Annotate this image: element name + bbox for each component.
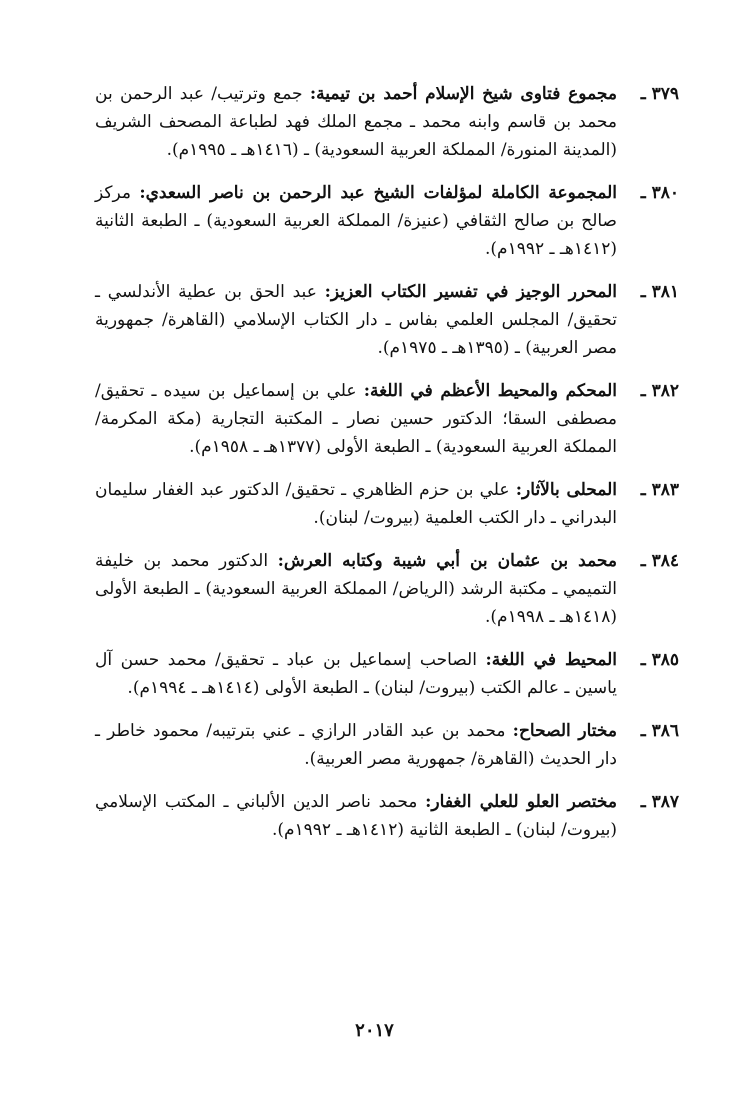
entry-body (95, 179, 617, 263)
bibliography-entry (95, 278, 679, 362)
entry-number: ٣٨٧ ـ (640, 792, 679, 812)
entry-title: مجموع فتاوى شيخ الإسلام أحمد بن تيمية: (309, 84, 618, 104)
bibliography-entry (95, 476, 679, 532)
entry-text: الصاحب إسماعيل بن عباد ـ تحقيق/ محمد حسن آل ياسين ـ عالم الكتب (بيروت/ لبنان) ـ الطبعة الأولى (١٤١٤هـ ـ ١٩٩٤م). (95, 650, 617, 698)
entry-number: ٣٨٦ ـ (640, 721, 679, 741)
entry-number: ٣٨٣ ـ (640, 480, 679, 500)
entry-body (95, 646, 617, 702)
entry-title: مختصر العلو للعلي الغفار: (425, 792, 617, 812)
entry-number: ٣٨٥ ـ (640, 650, 679, 670)
entry-body (95, 717, 617, 773)
entry-text: علي بن إسماعيل بن سيده ـ تحقيق/ مصطفى السقا؛ الدكتور حسين نصار ـ المكتبة التجارية (مكة المكرمة/ المملكة العربية السعودية) ـ الطبعة الأولى (١٣٧٧هـ ـ ١٩٥٨م). (95, 381, 617, 457)
bibliography-list (95, 80, 679, 844)
entry-text: عبد الحق بن عطية الأندلسي ـ تحقيق/ المجلس العلمي بفاس ـ دار الكتاب الإسلامي (القاهرة/ جمهورية مصر العربية) ـ (١٣٩٥هـ ـ ١٩٧٥م). (95, 282, 617, 358)
bibliography-entry (95, 788, 679, 844)
bibliography-entry (95, 717, 679, 773)
entry-body (95, 80, 617, 164)
entry-text: جمع وترتيب/ عبد الرحمن بن محمد بن قاسم وابنه محمد ـ مجمع الملك فهد لطباعة المصحف الشريف (المدينة المنورة/ المملكة العربية السعودية) ـ (١٤١٦هـ ـ ١٩٩٥م). (95, 84, 617, 160)
entry-body (95, 377, 617, 461)
page-number: ٢٠١٧ (355, 1020, 394, 1041)
entry-title: مختار الصحاح: (512, 721, 617, 741)
entry-number: ٣٧٩ ـ (640, 84, 679, 104)
bibliography-entry (95, 646, 679, 702)
entry-text: محمد بن عبد القادر الرازي ـ عني بترتيبه/ محمود خاطر ـ دار الحديث (القاهرة/ جمهورية مصر العربية). (95, 721, 617, 769)
entry-number: ٣٨٠ ـ (640, 183, 679, 203)
entry-text: محمد ناصر الدين الألباني ـ المكتب الإسلامي (بيروت/ لبنان) ـ الطبعة الثانية (١٤١٢هـ ـ ١٩٩٢م). (95, 792, 617, 840)
entry-body (95, 788, 617, 844)
entry-title: المحلى بالآثار: (515, 480, 617, 500)
entry-title: المحيط في اللغة: (485, 650, 617, 670)
bibliography-entry (95, 80, 679, 164)
entry-text: مركز صالح بن صالح الثقافي (عنيزة/ المملكة العربية السعودية) ـ الطبعة الثانية (١٤١٢هـ ـ ١٩٩٢م). (95, 183, 617, 259)
entry-number: ٣٨٤ ـ (640, 551, 679, 571)
entry-body (95, 278, 617, 362)
entry-title: المجموعة الكاملة لمؤلفات الشيخ عبد الرحمن بن ناصر السعدي: (139, 183, 617, 203)
entry-number: ٣٨١ ـ (640, 282, 679, 302)
entry-text: الدكتور محمد بن خليفة التميمي ـ مكتبة الرشد (الرياض/ المملكة العربية السعودية) ـ الطبعة الأولى (١٤١٨هـ ـ ١٩٩٨م). (95, 551, 617, 627)
entry-title: المحرر الوجيز في تفسير الكتاب العزيز: (324, 282, 617, 302)
bibliography-entry (95, 179, 679, 263)
bibliography-entry (95, 547, 679, 631)
entry-title: محمد بن عثمان بن أبي شيبة وكتابه العرش: (277, 551, 617, 571)
entry-number: ٣٨٢ ـ (640, 381, 679, 401)
entry-body (95, 476, 617, 532)
bibliography-entry (95, 377, 679, 461)
entry-body (95, 547, 617, 631)
entry-text: علي بن حزم الظاهري ـ تحقيق/ الدكتور عبد الغفار سليمان البدراني ـ دار الكتب العلمية (بيروت/ لبنان). (95, 480, 617, 528)
entry-title: المحكم والمحيط الأعظم في اللغة: (363, 381, 617, 401)
